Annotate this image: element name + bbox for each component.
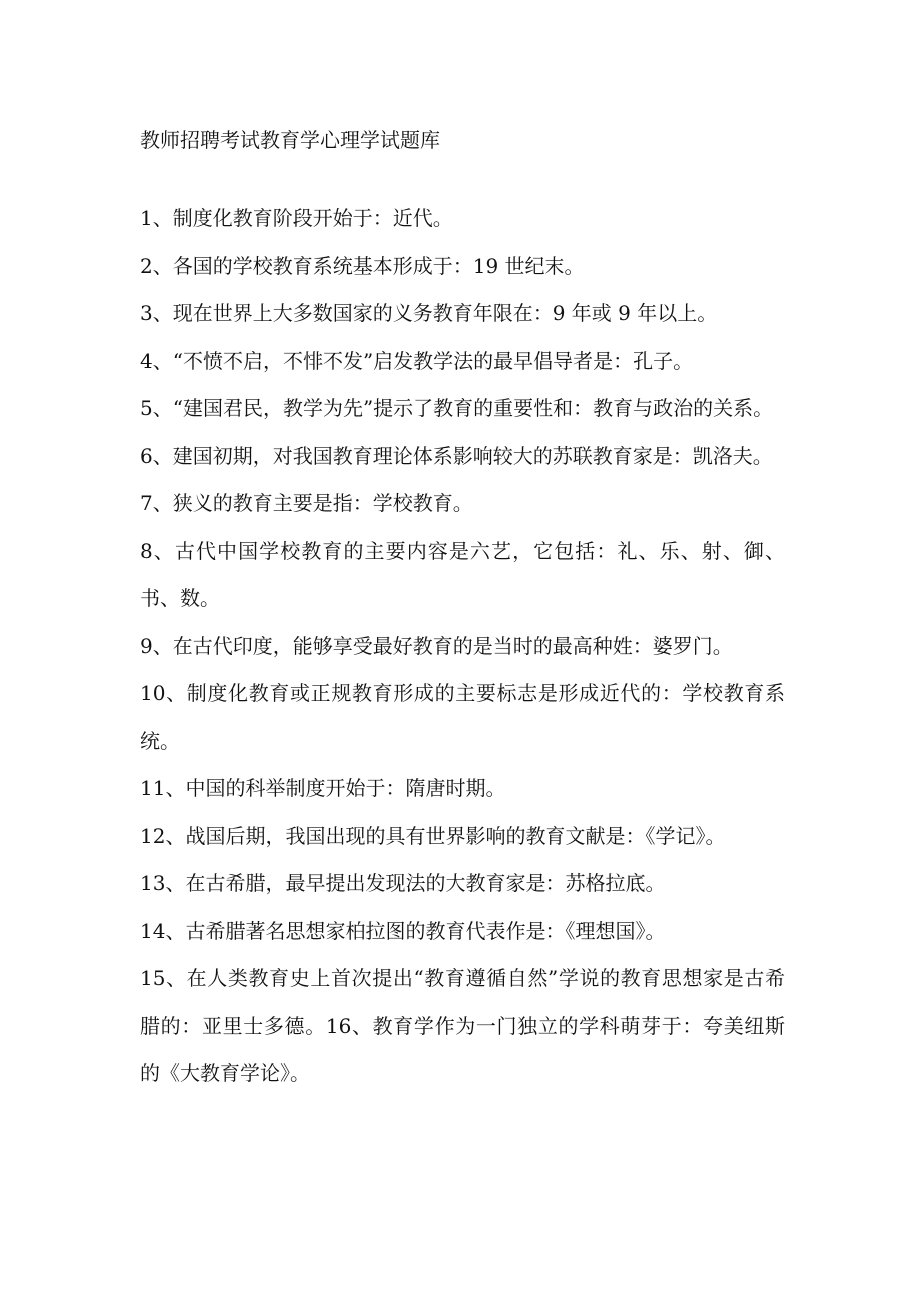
- list-item: 2、各国的学校教育系统基本形成于：19 世纪末。: [140, 253, 585, 278]
- list-item: 4、“不愤不启，不悱不发”启发教学法的最早倡导者是：孔子。: [140, 348, 694, 373]
- list-item: 11、中国的科举制度开始于：隋唐时期。: [140, 776, 506, 800]
- list-item: 1、制度化教育阶段开始于：近代。: [140, 206, 453, 230]
- list-item: 7、狭义的教育主要是指：学校教育。: [140, 491, 473, 515]
- list-item: 5、“建国君民，教学为先”提示了教育的重要性和：教育与政治的关系。: [140, 396, 774, 420]
- list-item: 10、制度化教育或正规教育形成的主要标志是形成近代的：学校教育系统。: [140, 681, 785, 753]
- document-title: 教师招聘考试教育学心理学试题库: [140, 128, 440, 152]
- list-item: 12、战国后期，我国出现的具有世界影响的教育文献是：《学记》。: [140, 823, 726, 848]
- list-item: 15、在人类教育史上首次提出“教育遵循自然”学说的教育思想家是古希腊的：亚里士多德。16、教育学作为一门独立的学科萌芽于：夸美纽斯的《大教育学论》。: [140, 966, 785, 1085]
- list-item: 3、现在世界上大多数国家的义务教育年限在：9 年或 9 年以上。: [140, 301, 718, 325]
- list-item: 14、古希腊著名思想家柏拉图的教育代表作是：《理想国》。: [140, 918, 666, 943]
- list-item: 8、古代中国学校教育的主要内容是六艺，它包括：礼、乐、射、御、书、数。: [140, 538, 785, 610]
- list-item: 9、在古代印度，能够享受最好教育的是当时的最高种姓：婆罗门。: [140, 633, 733, 658]
- list-item: 6、建国初期，对我国教育理论体系影响较大的苏联教育家是：凯洛夫。: [140, 443, 773, 468]
- question-list: [140, 195, 785, 1098]
- list-item: 13、在古希腊，最早提出发现法的大教育家是：苏格拉底。: [140, 871, 666, 895]
